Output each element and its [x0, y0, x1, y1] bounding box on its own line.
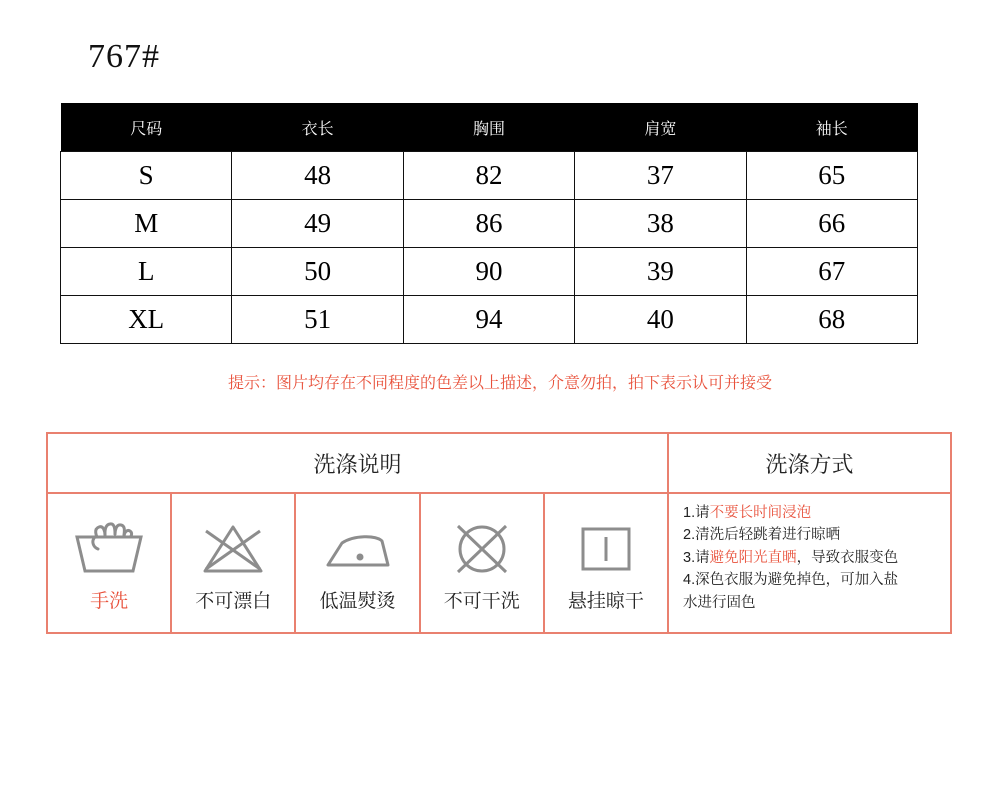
cell-shoulder: 37: [575, 152, 746, 200]
wash-tip-3-prefix: 3.请: [683, 549, 710, 566]
cell-sleeve: 67: [746, 248, 917, 296]
wash-icon-cell-no-dry-clean: [421, 494, 545, 632]
cell-length: 51: [232, 296, 403, 344]
no-bleach-icon: [198, 518, 268, 580]
wash-icon-cell-no-bleach: [172, 494, 296, 632]
wash-icons-area: [48, 494, 669, 632]
wash-tip-1-prefix: 1.请: [683, 505, 710, 521]
wash-method-title: 洗涤方式: [765, 451, 854, 477]
wash-icon-label: 不可漂白: [195, 590, 272, 612]
wash-icon-cell-low-temp-iron: [296, 494, 420, 632]
cell-bust: 90: [403, 248, 574, 296]
cell-bust: 86: [403, 200, 574, 248]
wash-tip-1: [683, 502, 940, 524]
cell-length: 49: [232, 200, 403, 248]
color-difference-notice: 提示：图片均存在不同程度的色差以上描述，介意勿拍，拍下表示认可并接受: [227, 375, 772, 392]
cell-size: S: [61, 152, 232, 200]
wash-icon-cell-hang-dry: [545, 494, 667, 632]
wash-care-box: [46, 432, 952, 634]
cell-sleeve: 65: [746, 152, 917, 200]
column-header-sleeve: 袖长: [746, 103, 917, 152]
column-header-length: 衣长: [232, 103, 403, 152]
wash-icon-label: 手洗: [90, 590, 129, 612]
cell-size: M: [61, 200, 232, 248]
table-row: [61, 152, 918, 200]
wash-icon-cell-hand-wash: [48, 494, 172, 632]
wash-instructions-title: 洗涤说明: [48, 434, 669, 492]
table-header-row: [61, 103, 918, 152]
wash-icon-label: 低温熨烫: [319, 590, 396, 612]
wash-care-body: [48, 494, 950, 632]
size-chart-table: [60, 103, 918, 344]
wash-tip-3-highlight: 避免阳光直晒: [709, 549, 797, 566]
wash-tip-4-cont: 水进行固色: [683, 594, 756, 611]
wash-icon-label: 不可干洗: [443, 590, 520, 612]
hand-wash-icon: [71, 518, 147, 580]
table-row: [61, 296, 918, 344]
cell-bust: 82: [403, 152, 574, 200]
page-title: 767#: [88, 38, 160, 75]
column-header-shoulder: 肩宽: [575, 103, 746, 152]
cell-size: L: [61, 248, 232, 296]
cell-shoulder: 38: [575, 200, 746, 248]
wash-tip-2: 2.清洗后轻跳着进行晾晒: [683, 527, 841, 544]
wash-tip-3: [683, 547, 940, 569]
wash-method-tips: [669, 494, 950, 632]
column-header-bust: 胸围: [403, 103, 574, 152]
cell-bust: 94: [403, 296, 574, 344]
cell-length: 50: [232, 248, 403, 296]
hang-dry-icon: [575, 518, 637, 580]
cell-sleeve: 68: [746, 296, 917, 344]
cell-shoulder: 39: [575, 248, 746, 296]
table-row: [61, 248, 918, 296]
no-dry-clean-icon: [449, 518, 515, 580]
cell-length: 48: [232, 152, 403, 200]
wash-care-header: [48, 434, 950, 494]
table-row: [61, 200, 918, 248]
cell-shoulder: 40: [575, 296, 746, 344]
low-temp-iron-icon: [320, 518, 396, 580]
cell-sleeve: 66: [746, 200, 917, 248]
wash-tip-4: 4.深色衣服为避免掉色，可加入盐: [683, 572, 899, 589]
wash-icon-label: 悬挂晾干: [567, 590, 644, 612]
wash-tip-1-highlight: 不要长时间浸泡: [709, 505, 812, 521]
cell-size: XL: [61, 296, 232, 344]
wash-tip-3-rest: ，导致衣服变色: [796, 549, 899, 566]
column-header-size: 尺码: [61, 103, 232, 152]
